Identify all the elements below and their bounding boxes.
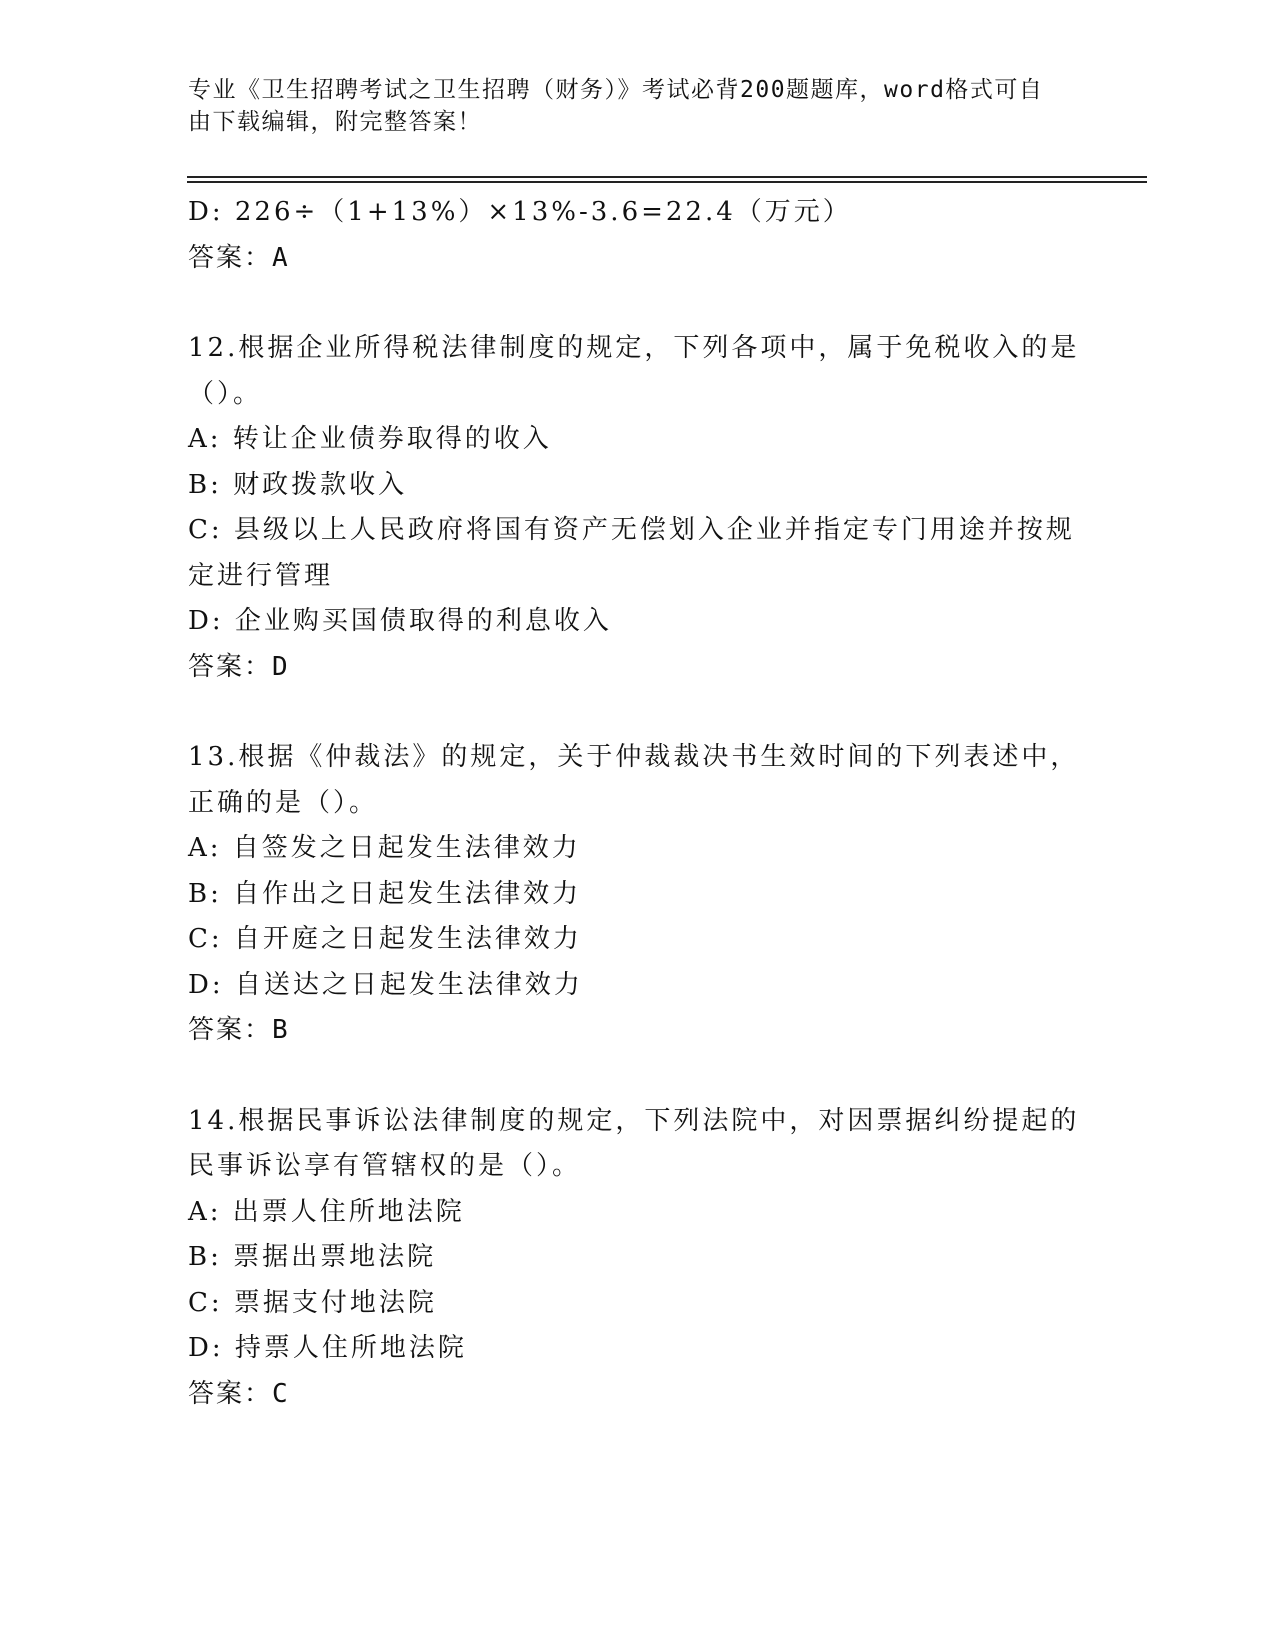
question-stem: 13.根据《仲裁法》的规定，关于仲裁裁决书生效时间的下列表述中， <box>188 742 1080 772</box>
document-body <box>188 190 1088 1417</box>
answer: 答案：A <box>188 242 290 273</box>
option-d: D: 226÷（1+13%）×13%-3.6=22.4（万元） <box>188 197 852 227</box>
option-a: A: 自签发之日起发生法律效力 <box>188 833 581 863</box>
option-b: B: 财政拨款收入 <box>188 469 408 500</box>
option-a: A: 出票人住所地法院 <box>188 1196 465 1227</box>
header-divider-top <box>187 176 1147 178</box>
option-d: D: 自送达之日起发生法律效力 <box>188 969 583 1000</box>
question-stem-cont: （）。 <box>188 378 263 409</box>
question-12 <box>188 326 1088 690</box>
header-line-2: 由下载编辑，附完整答案！ <box>188 109 482 135</box>
question-stem-cont: 正确的是（）。 <box>188 787 379 818</box>
option-c: C: 县级以上人民政府将国有资产无偿划入企业并指定专门用途并按规 <box>188 515 1075 545</box>
option-a: A: 转让企业债券取得的收入 <box>188 424 552 454</box>
question-14 <box>188 1099 1088 1418</box>
page-header <box>188 74 1068 138</box>
option-c: C: 自开庭之日起发生法律效力 <box>188 924 582 954</box>
option-c: C: 票据支付地法院 <box>188 1287 437 1318</box>
option-d: D: 持票人住所地法院 <box>188 1333 467 1363</box>
option-c-cont: 定进行管理 <box>188 560 334 591</box>
option-b: B: 自作出之日起发生法律效力 <box>188 878 582 909</box>
answer: 答案：B <box>188 1015 290 1045</box>
question-stem: 14.根据民事诉讼法律制度的规定，下列法院中，对因票据纠纷提起的 <box>188 1105 1080 1136</box>
answer: 答案：C <box>188 1378 290 1409</box>
previous-question-tail <box>188 190 1088 281</box>
question-stem-cont: 民事诉讼享有管辖权的是（）。 <box>188 1151 582 1181</box>
option-d: D: 企业购买国债取得的利息收入 <box>188 606 612 636</box>
question-13 <box>188 735 1088 1054</box>
answer: 答案：D <box>188 651 290 682</box>
question-stem: 12.根据企业所得税法律制度的规定，下列各项中，属于免税收入的是 <box>188 333 1080 363</box>
header-line-1: 专业《卫生招聘考试之卫生招聘（财务）》考试必背200题题库，word格式可自 <box>188 77 1044 103</box>
header-divider-bottom <box>187 181 1147 183</box>
option-b: B: 票据出票地法院 <box>188 1242 437 1272</box>
